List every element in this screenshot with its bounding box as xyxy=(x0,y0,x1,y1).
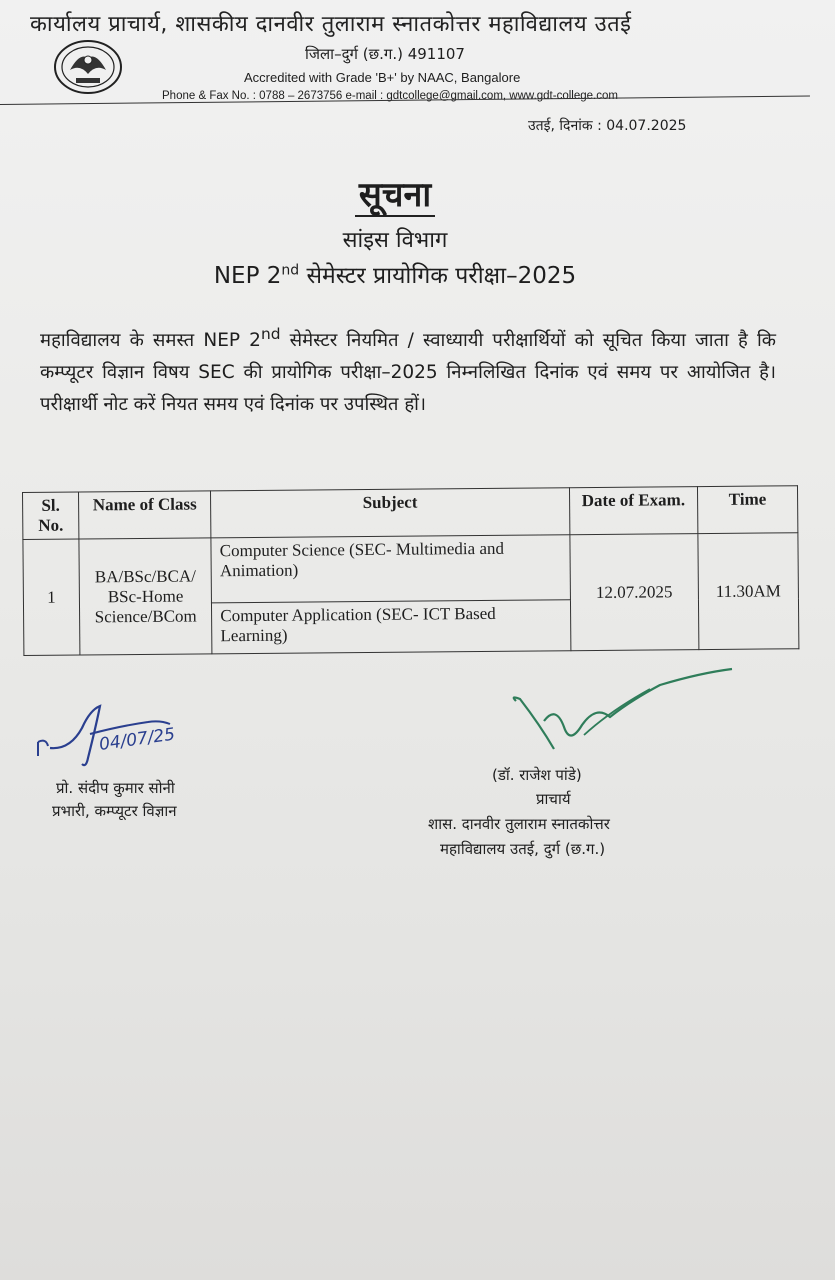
right-signatory-name: (डॉ. राजेश पांडे) xyxy=(492,766,582,784)
left-signatory-role: प्रभारी, कम्प्यूटर विज्ञान xyxy=(52,802,177,820)
notice-body xyxy=(40,318,776,421)
left-signature xyxy=(30,698,210,772)
contact-line: Phone & Fax No. : 0788 – 2673756 e-mail : gdtcollege@gmail.com, www.gdt-college.com xyxy=(162,90,618,102)
issue-date: उतई, दिनांक : 04.07.2025 xyxy=(528,118,687,134)
header-date: Date of Exam. xyxy=(569,487,698,535)
right-signature xyxy=(500,665,740,765)
header-time: Time xyxy=(697,486,798,534)
department-heading: सांइस विभाग xyxy=(342,228,448,253)
notice-body-sup: nd xyxy=(260,325,281,343)
notice-body-suffix: सेमेस्टर नियमित / स्वाध्यायी परीक्षार्थियों को सूचित किया जाता है कि कम्प्यूटर विज्ञान विषय SEC की प्रायोगिक परीक्षा–2025 निम्नलिखित दिनांक एवं समय पर आयोजित है। परीक्षार्थी नोट करें नियत समय एवं दिनांक पर उपस्थित हों। xyxy=(40,330,776,416)
left-signatory-name: प्रो. संदीप कुमार सोनी xyxy=(56,779,175,797)
college-name: कार्यालय प्राचार्य, शासकीय दानवीर तुलाराम स्नातकोत्तर महाविद्यालय उतई xyxy=(30,12,632,37)
left-signature-date: 04/07/25 xyxy=(97,724,177,755)
table-header-row xyxy=(23,486,798,540)
cell-subject-2: Computer Application (SEC- ICT Based Learning) xyxy=(212,600,571,654)
right-signatory-role: प्राचार्य xyxy=(536,790,571,808)
exam-heading-suffix: सेमेस्टर प्रायोगिक परीक्षा–2025 xyxy=(299,263,577,289)
cell-time: 11.30AM xyxy=(698,533,799,650)
cell-date: 12.07.2025 xyxy=(570,534,699,651)
table-row xyxy=(23,533,799,605)
college-logo xyxy=(52,38,124,96)
header-subject: Subject xyxy=(211,488,570,538)
cell-sl-no: 1 xyxy=(23,539,80,655)
exam-heading-prefix: NEP 2 xyxy=(213,263,282,289)
exam-schedule-table xyxy=(22,485,799,656)
exam-heading-sup: nd xyxy=(281,262,300,279)
notice-title xyxy=(0,170,790,216)
cell-subject-1: Computer Science (SEC- Multimedia and Animation) xyxy=(211,535,570,603)
notice-body-prefix: महाविद्यालय के समस्त NEP 2 xyxy=(40,330,261,352)
header-class: Name of Class xyxy=(79,491,212,539)
cell-class: BA/BSc/BCA/ BSc-Home Science/BCom xyxy=(79,538,212,655)
right-institution-line1: शास. दानवीर तुलाराम स्नातकोत्तर xyxy=(428,815,610,833)
right-institution-line2: महाविद्यालय उतई, दुर्ग (छ.ग.) xyxy=(440,840,606,858)
exam-heading xyxy=(0,258,790,290)
header-sl-no: Sl. No. xyxy=(23,492,79,539)
district-address: जिला–दुर्ग (छ.ग.) 491107 xyxy=(305,45,465,63)
accreditation-line: Accredited with Grade 'B+' by NAAC, Bangalore xyxy=(244,70,521,85)
notice-title-text: सूचना xyxy=(355,175,435,217)
